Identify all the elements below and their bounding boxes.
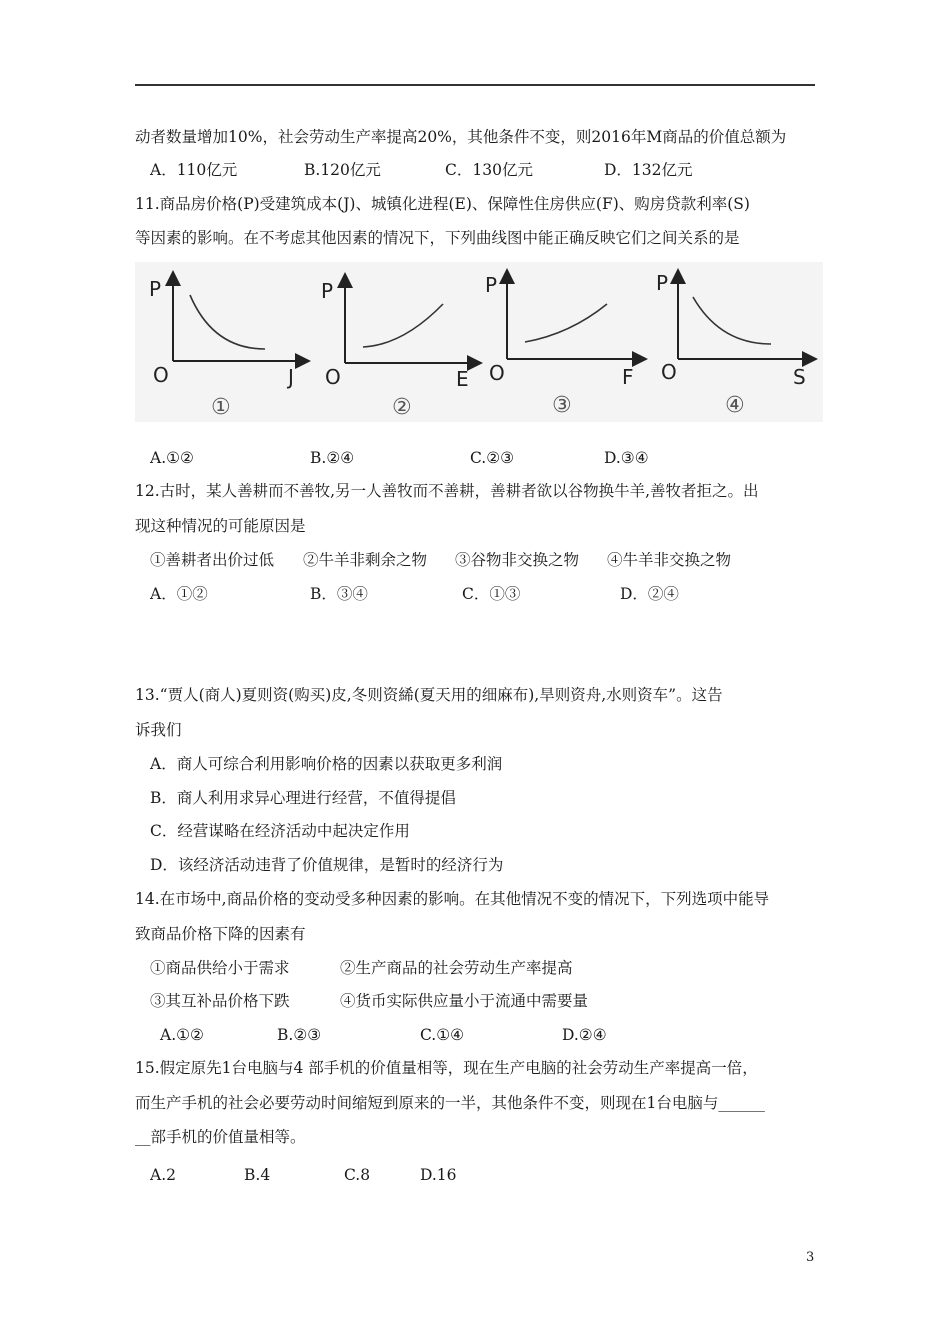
q11-option-a[interactable]: A.①② [150,449,194,467]
graph-2-curve [363,304,443,347]
q12-statement-2: ②牛羊非剩余之物 [303,551,428,569]
q10-stem-tail: 动者数量增加10%，社会劳动生产率提高20%，其他条件不变，则2016年M商品的价值总额为 [135,128,787,146]
graph-3-x-label: F [622,365,634,389]
q15-option-c[interactable]: C.8 [344,1166,371,1184]
q13-option-b[interactable]: B．商人利用求异心理进行经营，不值得提倡 [150,789,456,807]
graph-4-curve [693,297,771,344]
graph-4-number: ④ [725,393,745,418]
graph-1-origin: O [153,363,169,387]
q13-stem-line1: 13.“贾人(商人)夏则资(购买)皮,冬则资絺(夏天用的细麻布),旱则资舟,水则资车”。这告 [135,686,723,704]
q14-statement-4: ④货币实际供应量小于流通中需要量 [340,992,589,1010]
graph-3 [485,273,640,418]
graph-2 [321,279,475,420]
q15-option-a[interactable]: A.2 [150,1166,176,1184]
q14-statement-3: ③其互补品价格下跌 [150,992,290,1010]
q14-statement-1: ①商品供给小于需求 [150,959,290,977]
q14-option-a[interactable]: A.①② [160,1026,204,1044]
q13-option-a[interactable]: A．商人可综合利用影响价格的因素以获取更多利润 [150,755,503,773]
q12-statement-4: ④牛羊非交换之物 [607,551,732,569]
graph-2-origin: O [325,365,341,389]
graph-4-x-label: S [793,365,806,389]
q14-stem-line1: 14.在市场中,商品价格的变动受多种因素的影响。在其他情况不变的情况下，下列选项中能导 [135,890,770,908]
q11-graphs-svg [135,262,823,422]
graph-1-curve [190,295,265,349]
graph-4-origin: O [661,360,677,384]
q12-option-b[interactable]: B．③④ [310,585,368,603]
q15-stem-line1: 15.假定原先1台电脑与4 部手机的价值量相等，现在生产电脑的社会劳动生产率提高一倍， [135,1059,758,1077]
q14-statement-2: ②生产商品的社会劳动生产率提高 [340,959,573,977]
q11-stem-line2: 等因素的影响。在不考虑其他因素的情况下，下列曲线图中能正确反映它们之间关系的是 [135,229,740,247]
q14-option-c[interactable]: C.①④ [420,1026,465,1044]
graph-2-x-label: E [456,367,469,391]
q14-option-b[interactable]: B.②③ [277,1026,322,1044]
q11-graphs-figure [135,262,823,422]
q10-option-c[interactable]: C．130亿元 [445,161,533,179]
q11-option-b[interactable]: B.②④ [310,449,355,467]
q10-option-a[interactable]: A．110亿元 [150,161,238,179]
q12-option-a[interactable]: A．①② [150,585,208,603]
q11-stem-line1: 11.商品房价格(P)受建筑成本(J)、城镇化进程(E)、保障性住房供应(F)、购房贷款利率(S) [135,195,750,213]
q10-option-d[interactable]: D．132亿元 [604,161,693,179]
graph-2-number: ② [392,395,412,420]
graph-1-x-label: J [288,365,294,389]
q11-option-d[interactable]: D.③④ [604,449,649,467]
graph-2-y-label: P [321,279,334,303]
q12-option-d[interactable]: D．②④ [620,585,679,603]
q13-stem-line2: 诉我们 [135,721,182,739]
q13-option-c[interactable]: C．经营谋略在经济活动中起决定作用 [150,822,410,840]
graph-1-number: ① [211,395,231,420]
q12-statement-1: ①善耕者出价过低 [150,551,275,569]
page-number: 3 [806,1250,815,1265]
q15-stem-line3: __部手机的价值量相等。 [135,1128,306,1146]
q12-statement-3: ③谷物非交换之物 [455,551,580,569]
q14-stem-line2: 致商品价格下降的因素有 [135,925,306,943]
graph-3-origin: O [489,361,505,385]
q15-option-d[interactable]: D.16 [420,1166,457,1184]
q14-option-d[interactable]: D.②④ [562,1026,607,1044]
graph-3-number: ③ [552,393,572,418]
q12-stem-line1: 12.古时，某人善耕而不善牧,另一人善牧而不善耕，善耕者欲以谷物换牛羊,善牧者拒之。出 [135,482,759,500]
q15-stem-line2: 而生产手机的社会必要劳动时间缩短到原来的一半，其他条件不变，则现在1台电脑与______ [135,1094,765,1112]
graph-4-y-label: P [656,271,669,295]
graph-3-curve [525,304,607,342]
q15-option-b[interactable]: B.4 [244,1166,271,1184]
header-rule [135,84,815,86]
q13-option-d[interactable]: D．该经济活动违背了价值规律，是暂时的经济行为 [150,856,504,874]
q12-stem-line2: 现这种情况的可能原因是 [135,517,306,535]
graph-1-y-label: P [149,277,162,301]
graph-3-y-label: P [485,273,498,297]
q12-option-c[interactable]: C．①③ [462,585,521,603]
q10-option-b[interactable]: B.120亿元 [304,161,381,179]
q11-option-c[interactable]: C.②③ [470,449,515,467]
graph-1 [149,277,303,420]
graph-4 [656,271,810,418]
